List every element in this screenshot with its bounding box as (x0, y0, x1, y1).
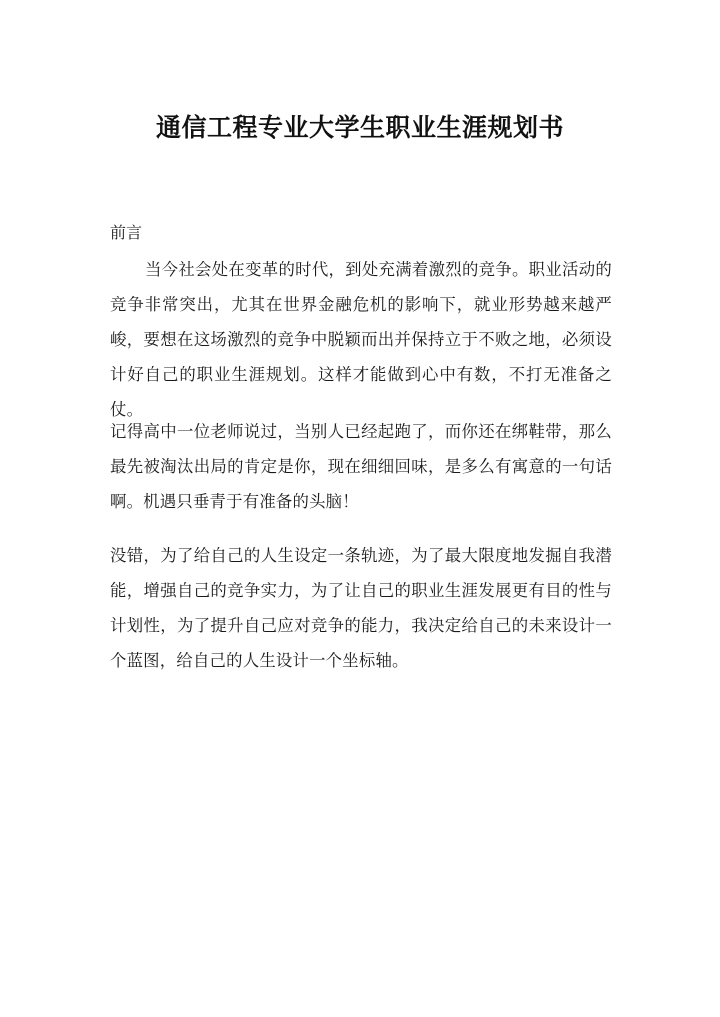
section-heading-preface: 前言 (110, 223, 143, 242)
paragraph-2: 记得高中一位老师说过，当别人已经起跑了，而你还在绑鞋带，那么最先被淘汰出局的肯定是你，现在细细回味，是多么有寓意的一句话啊。机遇只垂青于有准备的头脑！ (110, 422, 612, 511)
document-title: 通信工程专业大学生职业生涯规划书 (155, 113, 564, 142)
paragraph-3: 没错，为了给自己的人生设定一条轨迹，为了最大限度地发掘自我潜能，增强自己的竞争实力，为了让自己的职业生涯发展更有目的性与计划性，为了提升自己应对竞争的能力，我决定给自己的未来设计一个蓝图，给自己的人生设计一个坐标轴。 (110, 546, 612, 670)
paragraph-1: 当今社会处在变革的时代，到处充满着激烈的竞争。职业活动的竞争非常突出，尤其在世界金融危机的影响下，就业形势越来越严峻，要想在这场激烈的竞争中脱颖而出并保持立于不败之地，必须设计好自己的职业生涯规划。这样才能做到心中有数，不打无准备之仗。 (110, 260, 612, 419)
